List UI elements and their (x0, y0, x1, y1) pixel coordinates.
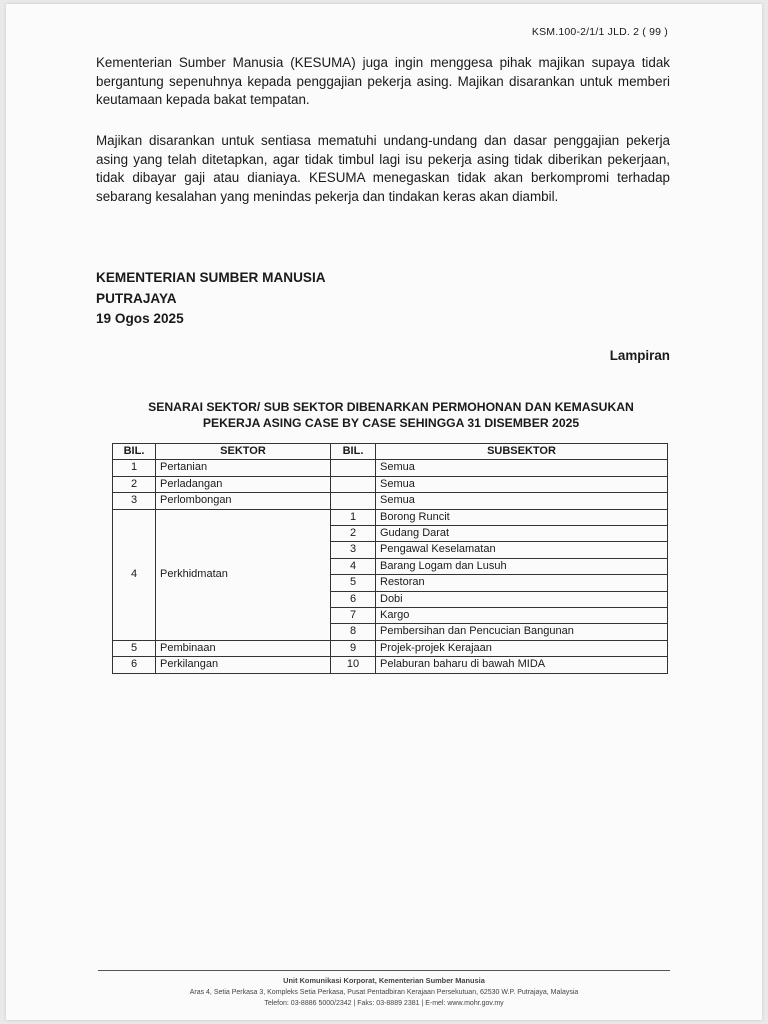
cell-sub-bil: 4 (331, 558, 376, 574)
cell-bil: 1 (113, 460, 156, 476)
table-header-row (113, 444, 668, 460)
signature-block (96, 268, 326, 330)
cell-sektor: Perkhidmatan (156, 509, 331, 640)
signature-location: PUTRAJAYA (96, 290, 177, 306)
cell-subsektor: Gudang Darat (376, 526, 668, 542)
table-row (113, 476, 668, 492)
cell-bil: 5 (113, 640, 156, 656)
cell-sub-bil: 8 (331, 624, 376, 640)
header-sub-bil: BIL. (331, 444, 376, 460)
cell-bil: 4 (113, 509, 156, 640)
table-row (113, 657, 668, 673)
cell-bil: 6 (113, 657, 156, 673)
footer-contact: Telefon: 03-8886 5000/2342 | Faks: 03-8889 2381 | E-mel: www.mohr.gov.my (264, 1000, 504, 1007)
cell-bil: 2 (113, 476, 156, 492)
cell-subsektor: Pelaburan baharu di bawah MIDA (376, 657, 668, 673)
cell-subsektor: Barang Logam dan Lusuh (376, 558, 668, 574)
sector-table (112, 443, 668, 674)
cell-subsektor: Semua (376, 493, 668, 509)
table-row (113, 509, 668, 525)
cell-sub-bil: 9 (331, 640, 376, 656)
cell-sub-bil: 10 (331, 657, 376, 673)
header-bil: BIL. (113, 444, 156, 460)
footer-divider (98, 970, 670, 971)
cell-sektor: Pertanian (156, 460, 331, 476)
appendix-label: Lampiran (609, 348, 670, 363)
table-row (113, 640, 668, 656)
table-title-line-1: SENARAI SEKTOR/ SUB SEKTOR DIBENARKAN PERMOHONAN DAN KEMASUKAN (148, 400, 634, 414)
cell-subsektor: Pembersihan dan Pencucian Bangunan (376, 624, 668, 640)
table-title (114, 400, 668, 431)
cell-subsektor: Restoran (376, 575, 668, 591)
paragraph-2: Majikan disarankan untuk sentiasa mematuhi undang-undang dan dasar penggajian pekerja asing yang telah ditetapkan, agar tidak timbul lagi isu pekerja asing tidak diberikan pekerjaan, tidak dibayar gaji atau dianiaya. KESUMA menegaskan tidak akan berkompromi terhadap sebarang kesalahan yang menindas pekerja dan tindakan keras akan diambil. (96, 133, 670, 204)
cell-sektor: Perlombongan (156, 493, 331, 509)
reference-number: KSM.100-2/1/1 JLD. 2 ( 99 ) (531, 26, 668, 38)
cell-sektor: Perladangan (156, 476, 331, 492)
cell-subsektor: Projek-projek Kerajaan (376, 640, 668, 656)
cell-sub-bil: 5 (331, 575, 376, 591)
cell-sub-bil (331, 460, 376, 476)
signature-date: 19 Ogos 2025 (96, 311, 184, 326)
table-row (113, 493, 668, 509)
header-subsektor: SUBSEKTOR (376, 444, 668, 460)
cell-subsektor: Semua (376, 460, 668, 476)
cell-sub-bil: 2 (331, 526, 376, 542)
footer-unit: Unit Komunikasi Korporat, Kementerian Sumber Manusia (283, 976, 485, 985)
cell-bil: 3 (113, 493, 156, 509)
cell-subsektor: Semua (376, 476, 668, 492)
cell-subsektor: Dobi (376, 591, 668, 607)
cell-sub-bil: 6 (331, 591, 376, 607)
cell-sub-bil (331, 476, 376, 492)
cell-subsektor: Kargo (376, 608, 668, 624)
table-row (113, 460, 668, 476)
cell-sub-bil (331, 493, 376, 509)
signature-ministry: KEMENTERIAN SUMBER MANUSIA (96, 270, 326, 285)
cell-sektor: Perkilangan (156, 657, 331, 673)
cell-sub-bil: 7 (331, 608, 376, 624)
header-sektor: SEKTOR (156, 444, 331, 460)
table-title-line-2: PEKERJA ASING CASE BY CASE SEHINGGA 31 DISEMBER 2025 (202, 415, 580, 430)
footer-address: Aras 4, Setia Perkasa 3, Kompleks Setia Perkasa, Pusat Pentadbiran Kerajaan Persekutuan, 62530 W.P. Putrajaya, Malaysia (189, 989, 579, 996)
cell-subsektor: Borong Runcit (376, 509, 668, 525)
cell-subsektor: Pengawal Keselamatan (376, 542, 668, 558)
cell-sektor: Pembinaan (156, 640, 331, 656)
document-page (6, 4, 762, 1020)
paragraph-1: Kementerian Sumber Manusia (KESUMA) juga ingin menggesa pihak majikan supaya tidak bergantung sepenuhnya kepada penggajian pekerja asing. Majikan disarankan untuk memberi keutamaan kepada bakat tempatan. (96, 55, 670, 107)
cell-sub-bil: 1 (331, 509, 376, 525)
cell-sub-bil: 3 (331, 542, 376, 558)
